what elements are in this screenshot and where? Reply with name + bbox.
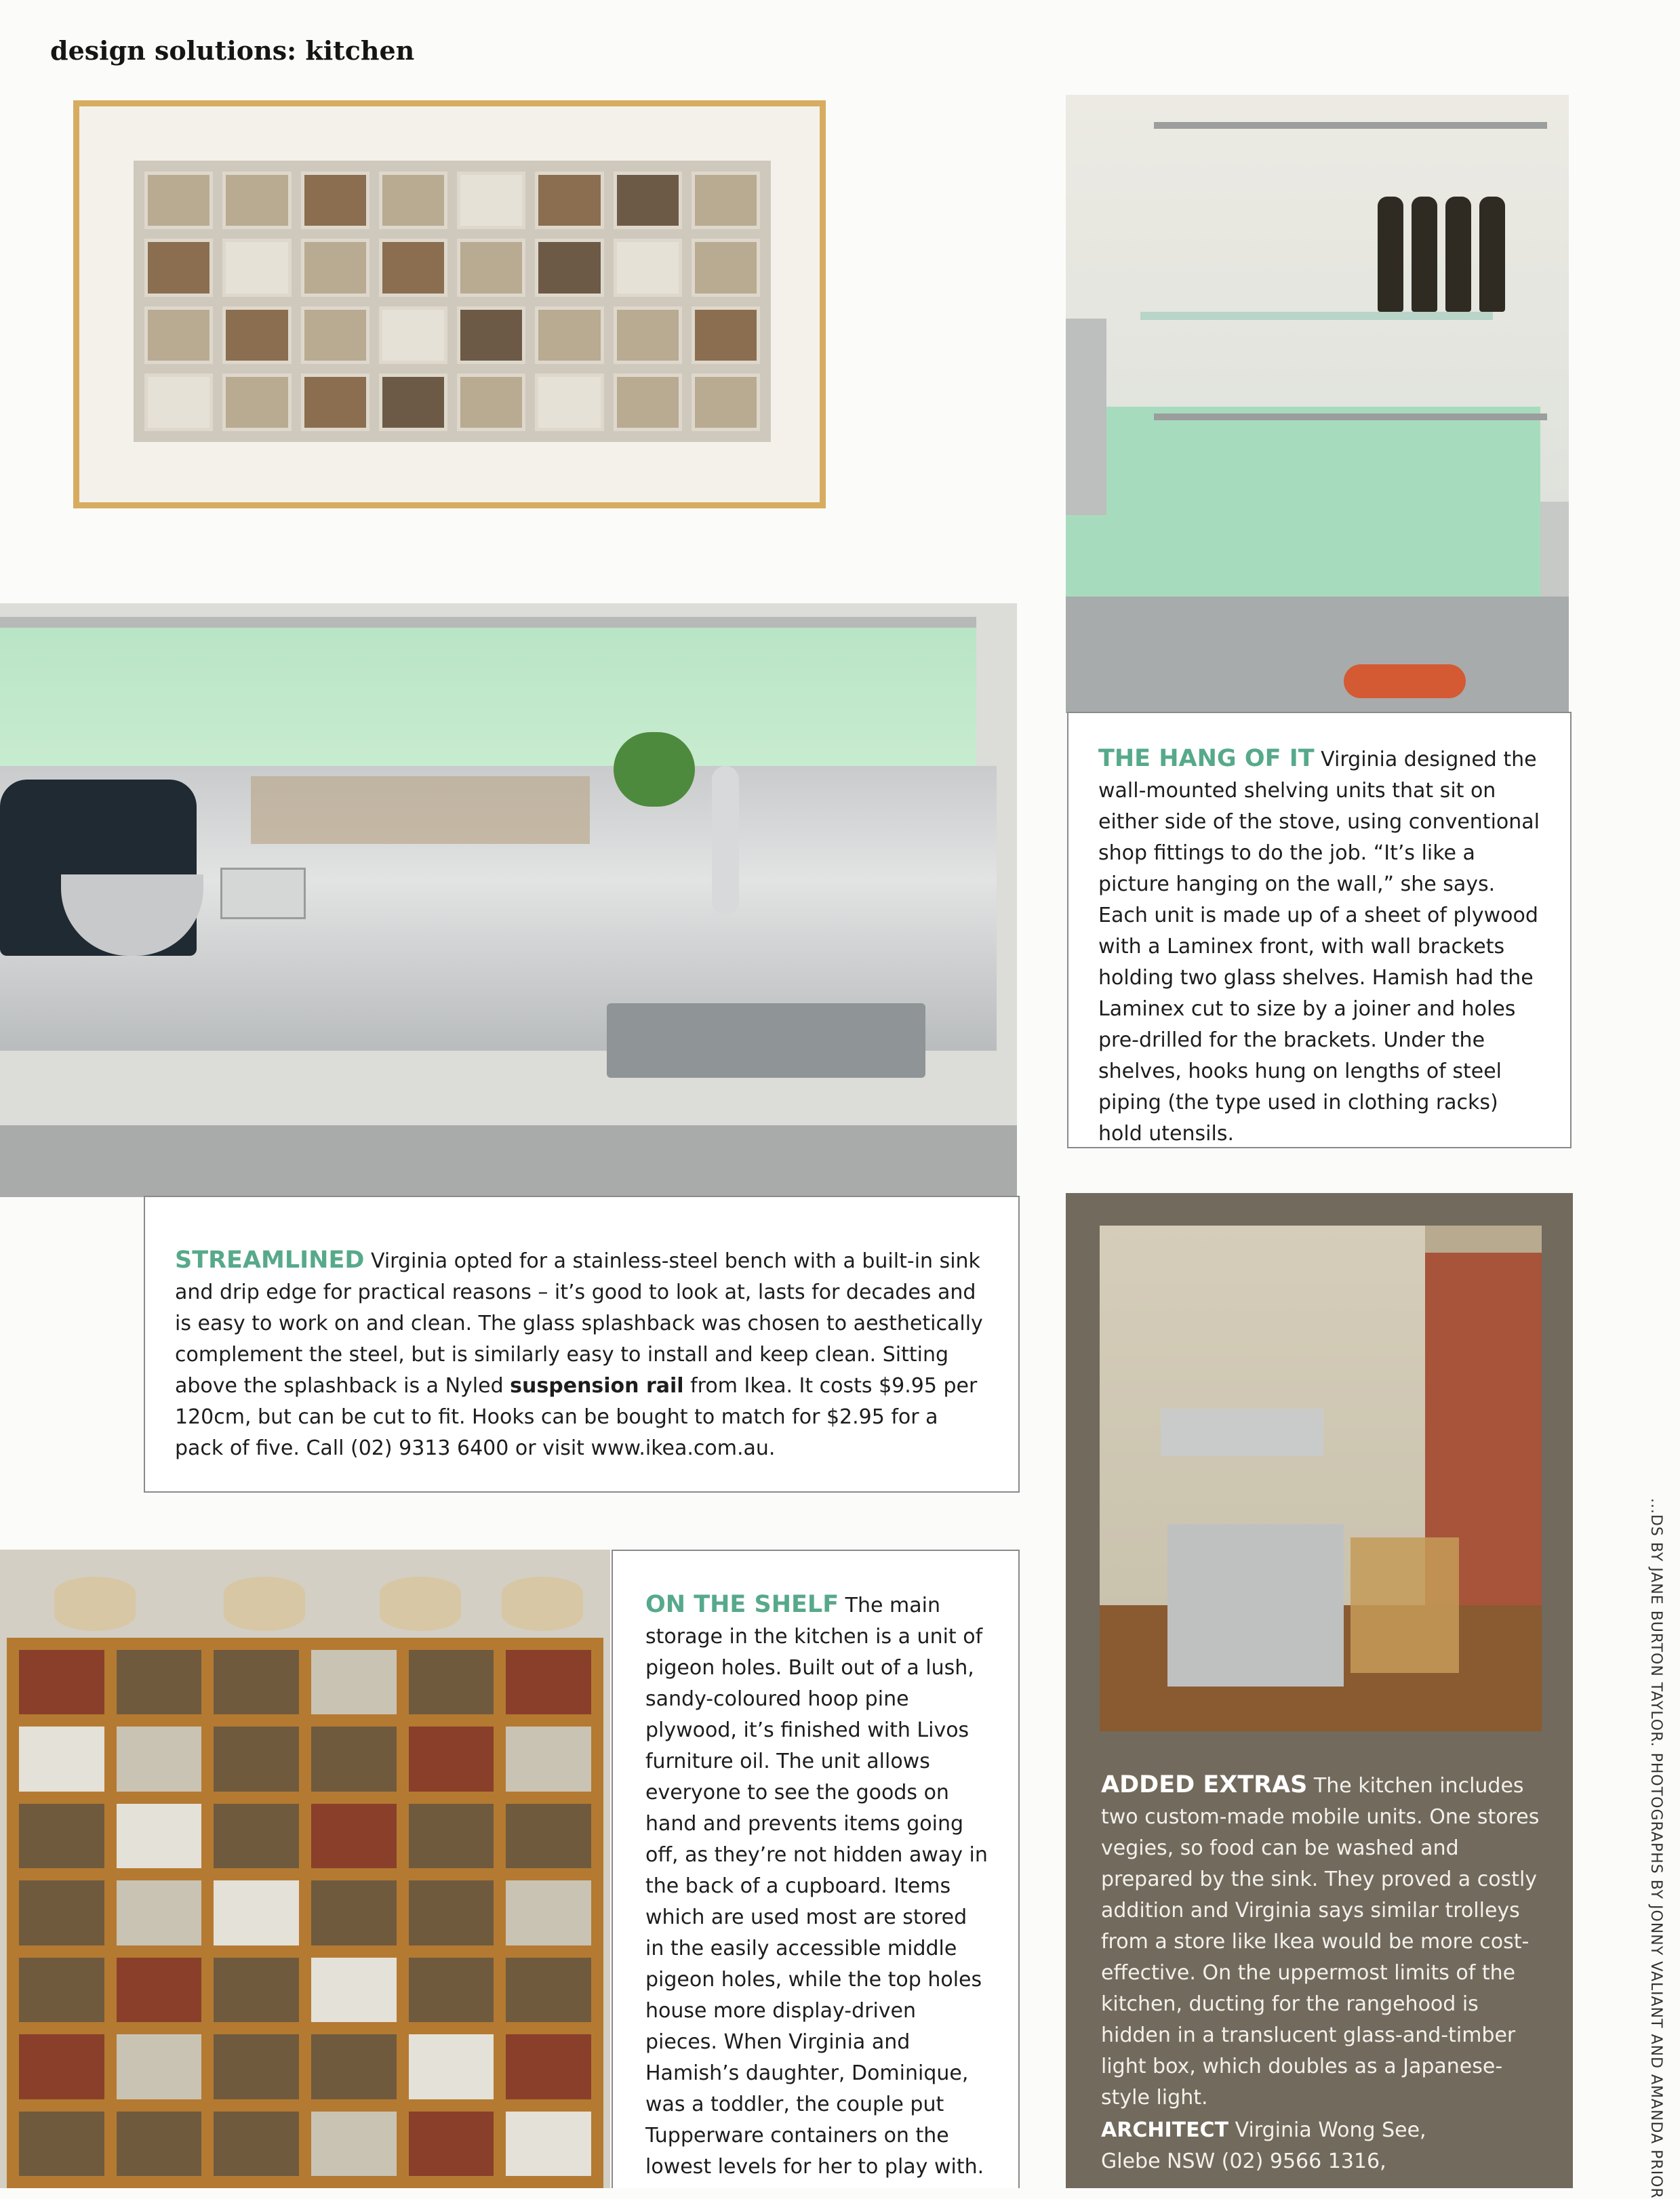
caption-heading: ADDED EXTRAS xyxy=(1101,1771,1308,1798)
architect-credit xyxy=(1101,2115,1548,2177)
caption-heading: STREAMLINED xyxy=(175,1247,365,1274)
pigeon-hole-shelf-photo xyxy=(0,1550,610,2188)
caption-heading: THE HANG OF IT xyxy=(1098,745,1315,772)
caption-bold-term: suspension rail xyxy=(510,1374,684,1398)
caption-on-the-shelf xyxy=(612,1550,1020,2188)
caption-hang-of-it xyxy=(1067,712,1572,1148)
caption-heading: ON THE SHELF xyxy=(645,1591,839,1618)
architect-name: Virginia Wong See, xyxy=(1235,2118,1426,2142)
kitchen-overview-photo xyxy=(1100,1226,1542,1731)
section-header: design solutions: kitchen xyxy=(50,35,415,66)
kitchen-sink-photo xyxy=(0,603,1017,1197)
framed-artwork-photo xyxy=(73,100,826,508)
caption-body-continued: from Ikea. It costs $9.95 per 120cm, but can be cut to fit. Hooks can be bought to match for $2.95 for a pack of five. Call (02) 9313 6400 or visit www.ikea.com.au. xyxy=(175,1374,978,1460)
photo-credit: ...DS BY JANE BURTON TAYLOR. PHOTOGRAPHS BY JONNY VALIANT AND AMANDA PRIOR xyxy=(1647,1498,1664,2199)
architect-contact: Glebe NSW (02) 9566 1316, xyxy=(1101,2150,1386,2173)
caption-body: The kitchen includes two custom-made mobile units. One stores vegies, so food can be washed and prepared by the sink. They proved a costly addition and Virginia says similar trolleys from a store like Ikea would be more cost-effective. On the uppermost limits of the kitchen, ducting for the rangehood is hidden in a translucent glass-and-timber light box, which doubles as a Japanese-style light. xyxy=(1101,1774,1540,2110)
caption-body: The main storage in the kitchen is a unit of pigeon holes. Built out of a lush, sandy-coloured hoop pine plywood, it’s finished with Livos furniture oil. The unit allows everyone to see the goods on hand and prevents items going off, as they’re not hidden away in the back of a cupboard. Items which are used most are stored in the easily accessible middle pigeon holes, while the top holes house more display-driven pieces. When Virginia and Hamish’s daughter, Dominique, was a toddler, the couple put Tupperware containers on the lowest levels for her to play with. xyxy=(645,1594,988,2179)
caption-body: Virginia designed the wall-mounted shelving units that sit on either side of the stove, using conventional shop fittings to do the job. “It’s like a picture hanging on the wall,” she says. Each unit is made up of a sheet of plywood with a Laminex front, with wall brackets holding two glass shelves. Hamish had the Laminex cut to size by a joiner and holes pre-drilled for the brackets. Under the shelves, hooks hung on lengths of steel piping (the type used in clothing racks) hold utensils. xyxy=(1098,748,1540,1146)
caption-streamlined xyxy=(144,1196,1020,1493)
caption-body: Virginia opted for a stainless-steel bench with a built-in sink and drip edge for practical reasons – it’s good to look at, lasts for decades and is easy to work on and clean. The glass splashback was chosen to aesthetically complement the steel, but is similarly easy to install and keep clean. Sitting above the splashback is a Nyled xyxy=(175,1249,983,1398)
architect-label: ARCHITECT xyxy=(1101,2118,1229,2142)
caption-added-extras xyxy=(1101,1769,1548,2114)
hanging-utensils-photo xyxy=(1066,95,1569,713)
artwork-grid xyxy=(134,161,771,442)
